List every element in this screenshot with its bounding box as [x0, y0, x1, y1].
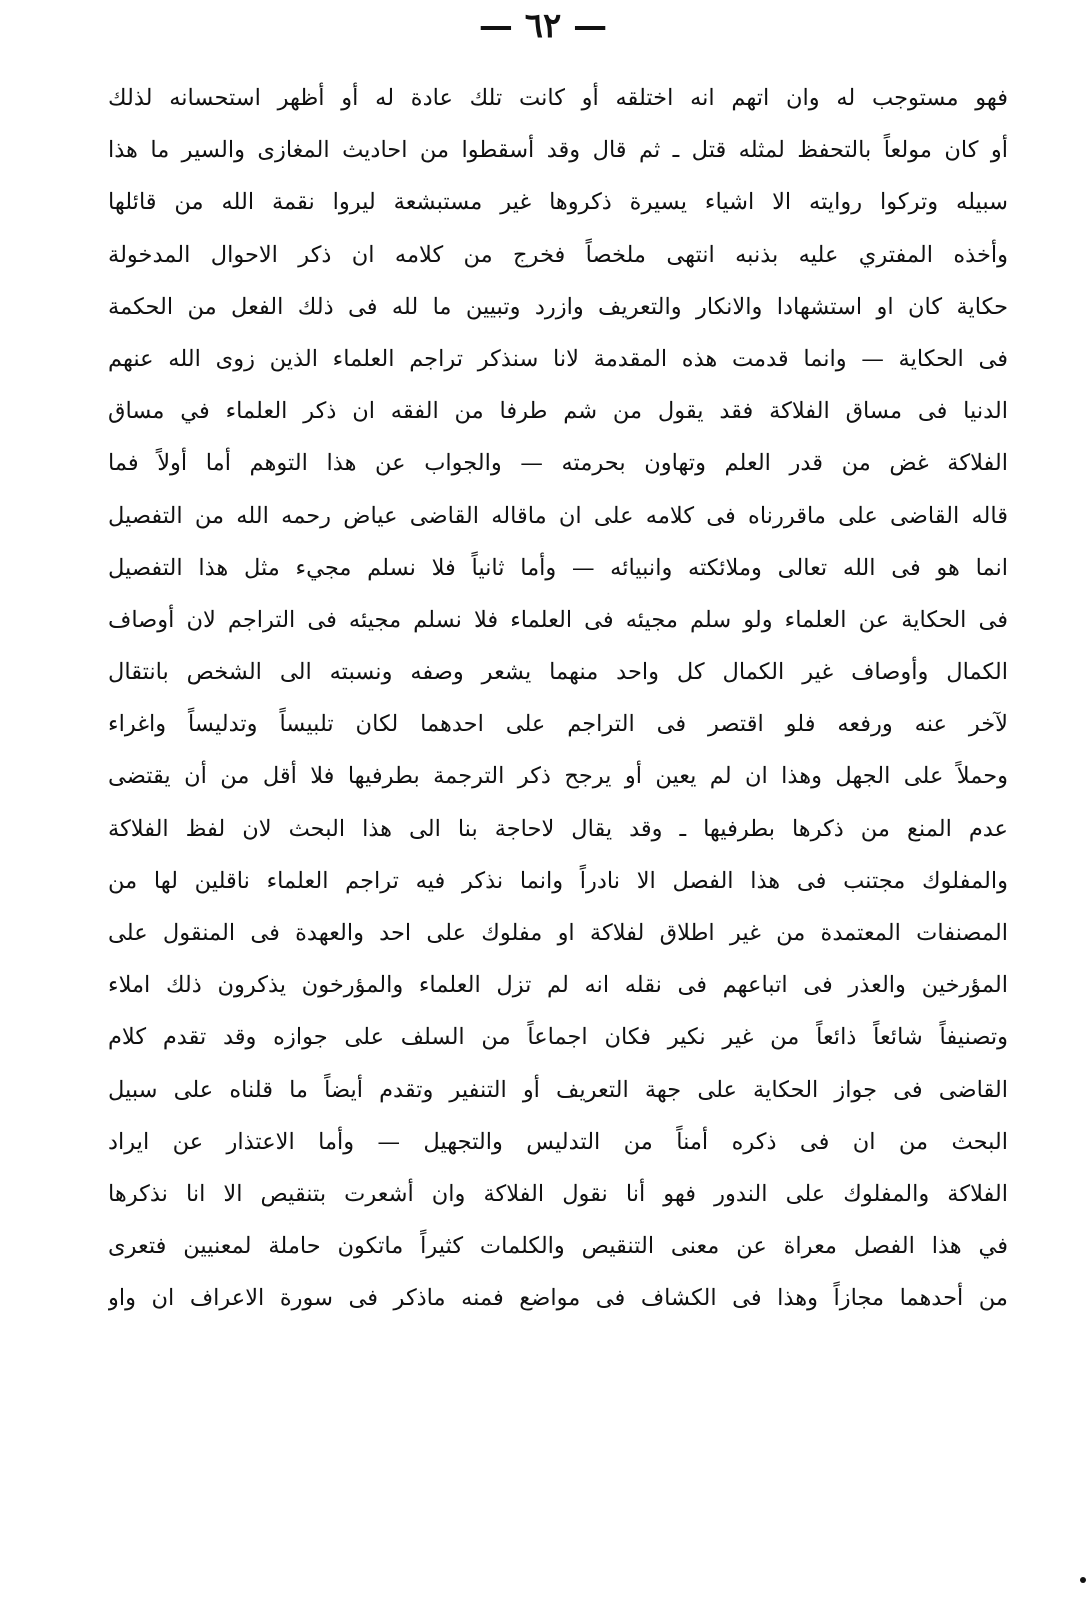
text-line: المصنفات المعتمدة من غير اطلاق لفلاكة او مفلوك على احد والعهدة فى المنقول على: [108, 920, 1008, 946]
text-line: الكمال وأوصاف غير الكمال كل واحد منهما يشعر وصفه ونسبته الى الشخص بانتقال: [108, 659, 1008, 686]
text-line: أو كان مولعاً بالتحفظ لمثله قتل ـ ثم قال وقد أسقطوا من احاديث المغازى والسير ما هذا: [108, 137, 1008, 164]
text-line: الفلاكة والمفلوك على الندور فهو أنا نقول الفلاكة وان أشعرت بتنقيص الا انا نذكرها: [108, 1180, 1008, 1207]
text-line: من أحدهما مجازاً وهذا فى الكشاف فى مواضع فمنه ماذكر فى سورة الاعراف ان واو: [108, 1285, 1008, 1312]
text-line: وتصنيفاً شائعاً ذائعاً من غير نكير فكان اجماعاً من السلف على جوازه وقد تقدم كلام: [108, 1024, 1008, 1051]
scan-edge-mark: [1080, 1577, 1086, 1583]
text-line: وأخذه المفتري عليه بذنبه انتهى ملخصاً فخرج من كلامه ان ذكر الاحوال المدخولة: [108, 241, 1008, 268]
text-line: قاله القاضى على ماقررناه فى كلامه على ان ماقاله القاضى عياض رحمه الله من التفصيل: [108, 502, 1008, 529]
text-line: البحث من ان فى ذكره أمناً من التدليس والتجهيل — وأما الاعتذار عن ايراد: [108, 1128, 1008, 1155]
text-line: حكاية كان او استشهادا والانكار والتعريف وازرد وتبيين ما لله فى ذلك الفعل من الحكمة: [108, 293, 1008, 320]
text-line: فهو مستوجب له وان اتهم انه اختلقه أو كانت تلك عادة له أو أظهر استحسانه لذلك: [108, 85, 1008, 111]
text-line: فى الحكاية — وانما قدمت هذه المقدمة لانا سنذكر تراجم العلماء الذين زوى الله عنهم: [108, 345, 1008, 372]
body-text: [108, 72, 1008, 1325]
text-line: سبيله وتركوا روايته الا اشياء يسيرة ذكروها غير مستبشعة ليروا نقمة الله من قائلها: [108, 189, 1008, 216]
text-line: عدم المنع من ذكرها بطرفيها ـ وقد يقال لاحاجة بنا الى هذا البحث لان لفظ الفلاكة: [108, 815, 1008, 842]
text-line: الدنيا فى مساق الفلاكة فقد يقول من شم طرفا من الفقه ان ذكر العلماء في مساق: [108, 398, 1008, 425]
text-line: وحملاً على الجهل وهذا ان لم يعين أو يرجح ذكر الترجمة بطرفيها فلا أقل من أن يقتضى: [108, 763, 1008, 790]
text-line: فى الحكاية عن العلماء ولو سلم مجيئه فى العلماء فلا نسلم مجيئه فى التراجم لان أوصاف: [108, 606, 1008, 633]
text-line: والمفلوك مجتنب فى هذا الفصل الا نادراً وانما نذكر فيه تراجم العلماء ناقلين لها من: [108, 867, 1008, 894]
text-line: انما هو فى الله تعالى وملائكته وانبيائه — وأما ثانياً فلا نسلم مجيء مثل هذا التفصيل: [108, 554, 1008, 581]
text-line: الفلاكة غض من قدر العلم وتهاون بحرمته — والجواب عن هذا التوهم أما أولاً فما: [108, 450, 1008, 477]
text-line: القاضى فى جواز الحكاية على جهة التعريف أو التنفير وتقدم أيضاً ما قلناه على سبيل: [108, 1076, 1008, 1103]
page-number: — ٦٢ —: [478, 6, 608, 46]
text-line: لآخر عنه ورفعه فلو اقتصر فى التراجم على احدهما لكان تلبيساً وتدليساً واغراء: [108, 711, 1008, 738]
text-line: المؤرخين والعذر فى اتباعهم فى نقله انه لم تزل العلماء والمؤرخون يذكرون ذلك املاء: [108, 972, 1008, 999]
text-line: في هذا الفصل معراة عن معنى التنقيص والكلمات كثيراً ماتكون حاملة لمعنيين فتعرى: [108, 1233, 1008, 1260]
